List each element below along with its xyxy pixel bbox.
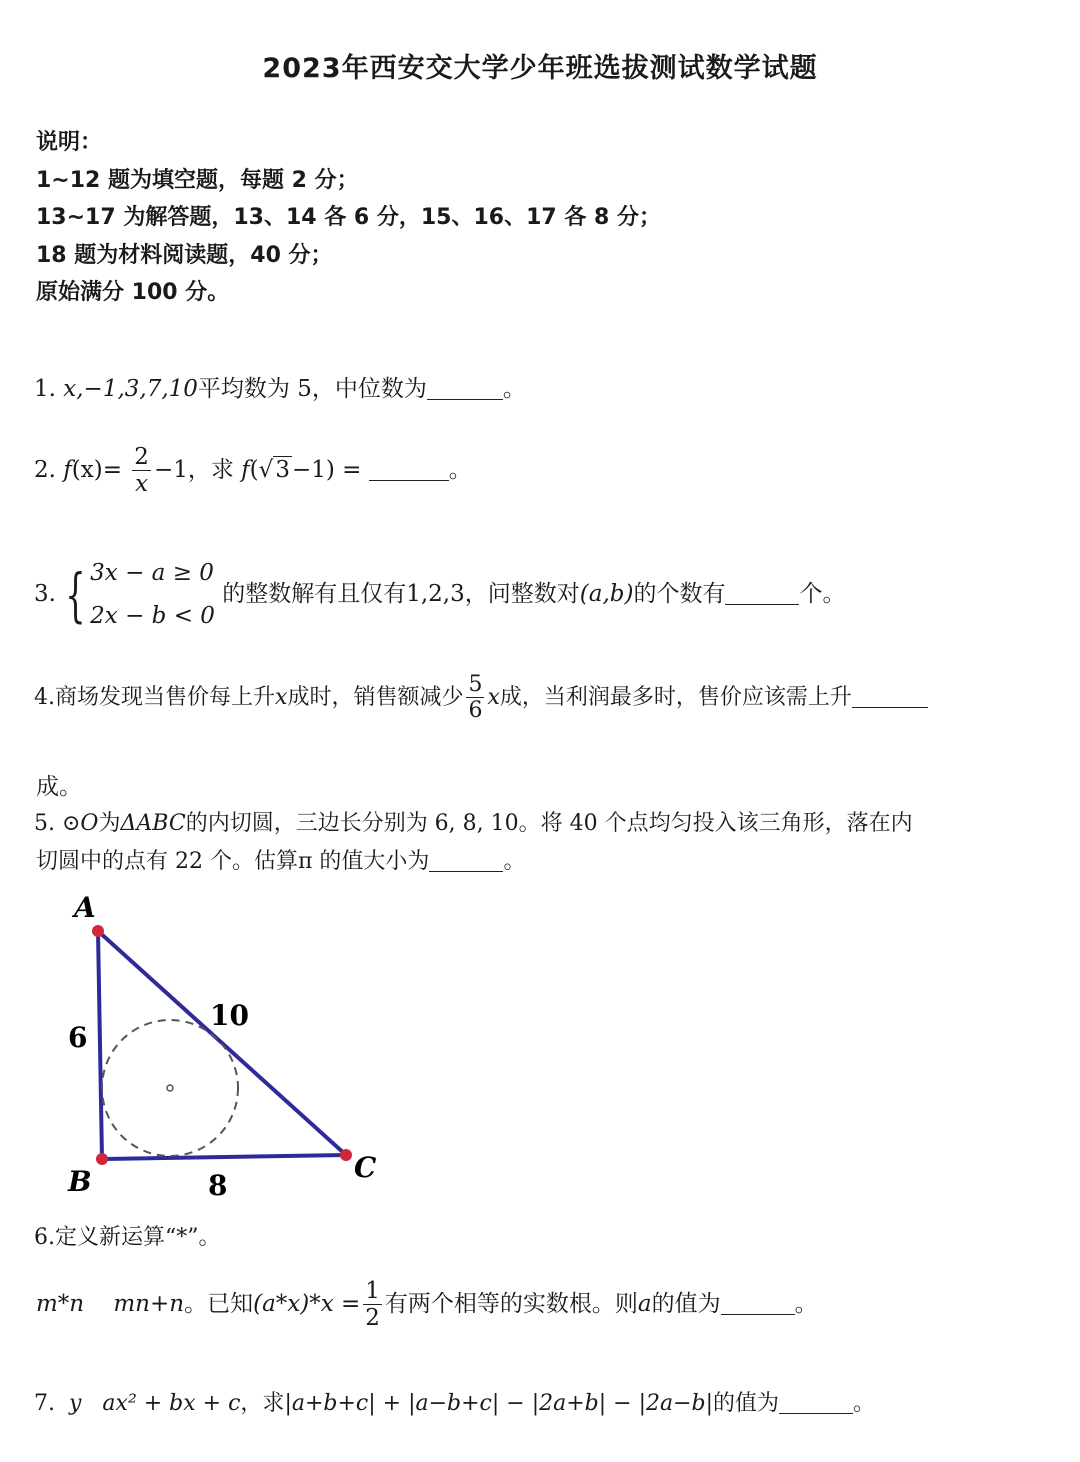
side-label-ab: 6 [68,1021,88,1054]
triangle-figure [50,885,410,1205]
question-6 [34,1220,221,1251]
q5-end: 。 [503,849,526,874]
inequality-2: 2x − b < 0 [90,603,215,629]
q4-text-3: 成，当利润最多时，售价应该需上升 [499,684,852,710]
q6-text-4: 的值为 [651,1290,721,1317]
q4-fraction [466,672,484,724]
q3-pair: (a,b) [579,581,634,607]
question-number: 3. [34,581,56,607]
question-number: 7. [34,1391,55,1416]
question-5-line-2 [36,844,525,875]
q4-variable-2: x [487,684,500,710]
q2-text: −1，求 [153,456,234,483]
instructions-line-2: 13~17 为解答题，13、14 各 6 分，15、16、17 各 8 分； [36,205,661,230]
q6-text-2: 。已知 [184,1290,254,1317]
q2-sqrt-sign: (√ [249,456,274,483]
q5-triangle: ΔABC [120,811,186,836]
fraction-numerator: 5 [468,672,483,697]
q3-text-2: ，问整数对 [464,581,580,607]
instructions [36,124,661,312]
question-3 [34,552,845,638]
q6-definition-rhs: mn+n [113,1290,185,1317]
instructions-heading: 说明： [36,130,103,155]
question-number: 5. [34,811,55,836]
question-4 [34,672,928,724]
q6-text-3: 有两个相等的实数根。则 [384,1290,638,1317]
question-number: 6. [34,1225,55,1250]
question-5 [34,806,913,837]
q2-function-arg: (x)= [71,456,122,483]
q1-text: 平均数为 5，中位数为 [197,376,427,402]
question-4-continued: 成。 [36,774,82,800]
q3-text: 的整数解有且仅有 [222,581,407,607]
q2-radicand: 3 [275,456,290,483]
vertex-c [340,1149,352,1161]
q2-function-name: f [63,456,72,483]
q6-variable: a [637,1290,652,1317]
q6-expression: (a*x)*x = [253,1290,361,1317]
label-a: A [74,891,96,924]
question-1 [34,370,526,403]
fraction-denominator: 2 [365,1305,380,1332]
q4-text: 商场发现当售价每上升 [55,684,276,710]
question-number: 1. [34,376,56,402]
answer-blank [721,1291,795,1315]
vertex-b [96,1153,108,1165]
instructions-line-3: 18 题为材料阅读题，40 分； [36,242,333,268]
fraction-numerator: 1 [365,1278,380,1304]
q7-text: ，求 [240,1391,285,1416]
inequality-1: 3x − a ≥ 0 [90,560,214,586]
q6-text: 定义新运算“*”。 [55,1225,221,1250]
vertex-a [92,925,104,937]
q4-variable: x [275,684,288,710]
q3-text-3: 的个数有 [633,581,726,607]
side-label-bc: 8 [208,1169,228,1202]
q1-end: 。 [502,376,526,402]
answer-blank [429,849,503,872]
question-number: 2. [34,456,56,483]
answer-blank [369,457,449,481]
q5-text-3: 切圆中的点有 22 个。估算π 的值大小为 [36,849,430,874]
answer-blank [852,685,928,708]
q2-fraction [132,444,151,498]
fraction-denominator: 6 [468,698,483,724]
question-2 [34,444,472,498]
q6-fraction [363,1278,382,1332]
question-6-line-2 [36,1278,818,1332]
q2-expr-close: −1) = [291,456,362,483]
q2-function-name-2: f [241,456,250,483]
q6-end: 。 [794,1290,818,1317]
label-b: B [68,1165,92,1198]
q4-text-2: 成时，销售额减少 [287,684,464,710]
q7-y: y [69,1391,82,1416]
label-c: C [354,1151,377,1184]
answer-blank [779,1391,853,1414]
inequality-system [90,552,215,638]
instructions-line-1: 1~12 题为填空题，每题 2 分； [36,167,359,193]
answer-blank [725,581,799,605]
system-brace: { [65,561,86,629]
instructions-line-4: 原始满分 100 分。 [36,280,230,305]
q6-definition: m*n [36,1290,85,1317]
incircle-center [167,1085,173,1091]
answer-blank [427,376,503,400]
q5-circle: ⊙O [62,811,99,836]
side-label-ac: 10 [210,999,249,1032]
q7-expression: |a+b+c| + |a−b+c| − |2a+b| − |2a−b| [284,1391,714,1416]
fraction-numerator: 2 [134,444,149,470]
fraction-denominator: x [135,471,149,498]
q3-set: 1,2,3 [406,581,465,607]
question-7 [34,1386,875,1417]
q5-text: 为 [98,811,121,836]
page-title: 2023年西安交大学少年班选拔测试数学试题 [262,53,818,84]
q1-data-list: x,−1,3,7,10 [63,376,198,402]
q7-polynomial: ax² + bx + c [102,1391,241,1416]
q7-end: 。 [853,1391,876,1416]
q7-text-2: 的值为 [713,1391,780,1416]
question-number: 4. [34,684,55,710]
q5-text-2: 的内切圆，三边长分别为 6, 8, 10。将 40 个点均匀投入该三角形，落在内 [185,811,913,836]
q2-end: 。 [448,456,472,483]
q3-end: 个。 [799,581,846,607]
